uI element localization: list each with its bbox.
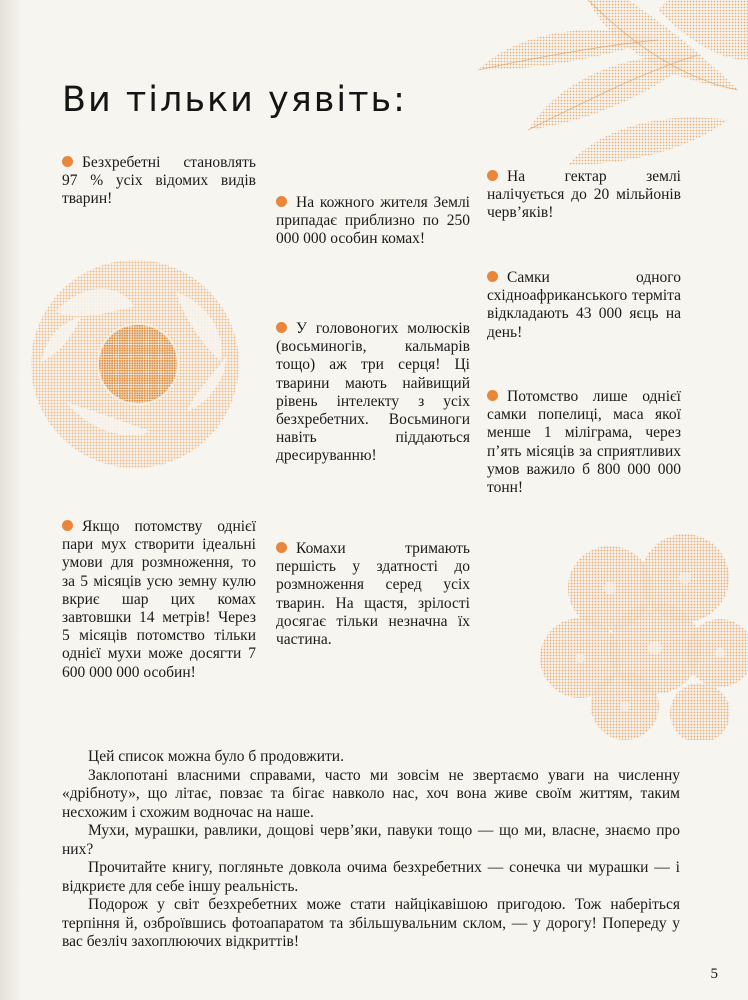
page-gutter-shadow — [0, 0, 22, 1000]
flower-illustration-left — [26, 252, 244, 474]
bullet-icon — [487, 271, 498, 282]
page-title: Ви тільки уявіть: — [62, 80, 407, 120]
flower-cluster-illustration — [540, 528, 748, 740]
fact-item: Самки одного східноафриканського терміта відкладають 43 000 яєць на день! — [487, 269, 681, 341]
paragraph: Заклопотані власними справами, часто ми зовсім не звертаємо уваги на численну «дрібноту», що літає, повзає та бігає навколо нас, хоч вона живе своїм життям, таким несхожим і схожим водночас на наше. — [62, 766, 680, 821]
bullet-icon — [487, 390, 498, 401]
intro-text — [62, 748, 680, 952]
fact-item: Комахи тримають першість у здатності до розмноження серед усіх тварин. На щастя, зрілості досягає тільки незначна їх частина. — [276, 540, 470, 649]
bullet-icon — [487, 170, 498, 181]
fact-item: Безхребетні становлять 97 % усіх відомих видів тварин! — [62, 154, 256, 208]
fact-item: Якщо потомству однієї пари мух створити ідеальні умови для розмноження, то за 5 місяців усю земну кулю вкриє шар цих комах завтовшки 14 метрів! Через 5 місяців потомство тільки однієї мухи може досягти 7 600 000 000 особин! — [62, 518, 256, 681]
fact-item: Потомство лише однієї самки попелиці, маса якої менше 1 міліграма, через п’ять місяців за сприятливих умов важило б 800 000 000 тонн! — [487, 388, 681, 497]
paragraph: Прочитайте книгу, погляньте довкола очима безхребетних — сонечка чи мурашки — і відкриєте для себе іншу реальність. — [62, 859, 680, 895]
bullet-icon — [62, 520, 73, 531]
bullet-icon — [276, 196, 287, 207]
leaf-illustration — [458, 0, 748, 170]
fact-item: У головоногих молюсків (восьминогів, кальмарів тощо) аж три серця! Ці тварини мають найвищий рівень інтелекту з усіх безхребетних. Восьминоги навіть піддаються дресируванню! — [276, 320, 470, 465]
bullet-icon — [62, 156, 73, 167]
paragraph: Цей список можна було б продовжити. — [88, 748, 344, 765]
paragraph: Подорож у світ безхребетних може стати найцікавішою пригодою. Тож наберіться терпіння й, озброївшись фотоапаратом та збільшувальним склом, — у дорогу! Попереду у вас безліч захоплюючих відкриттів! — [62, 896, 680, 950]
fact-item: На кожного жителя Землі припадає приблизно по 250 000 000 особин комах! — [276, 194, 470, 248]
bullet-icon — [276, 542, 287, 553]
paragraph: Мухи, мурашки, равлики, дощові черв’яки, павуки тощо — що ми, власне, знаємо про них? — [62, 822, 680, 858]
bullet-icon — [276, 322, 287, 333]
fact-item: На гектар землі налічується до 20 мільйонів черв’яків! — [487, 168, 681, 222]
page-number: 5 — [710, 966, 718, 982]
